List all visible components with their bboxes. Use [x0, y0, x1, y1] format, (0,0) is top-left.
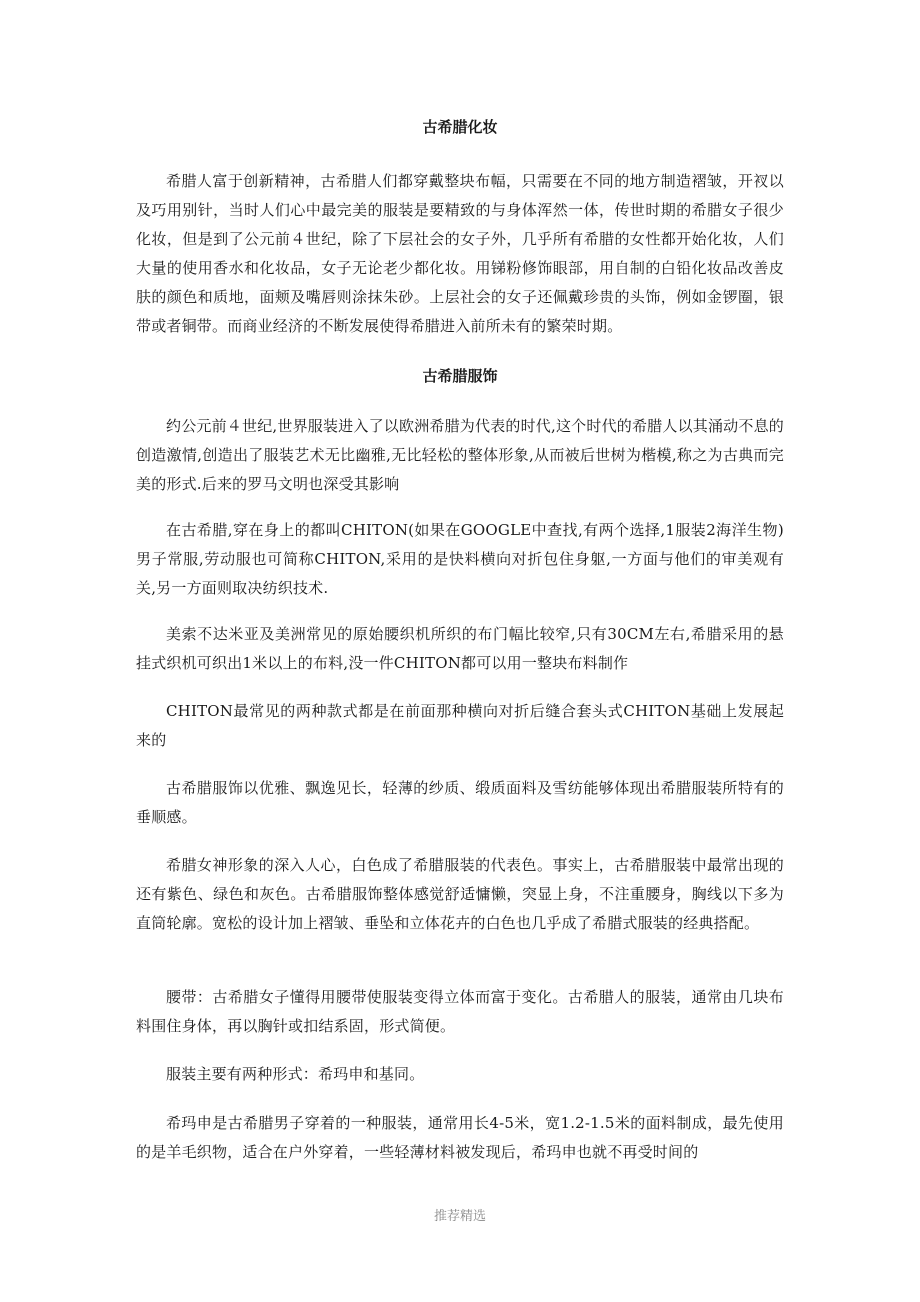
- clothing-paragraph-chiton: 在古希腊,穿在身上的都叫CHITON(如果在GOOGLE中查找,有两个选择,1服装2海洋生物)男子常服,劳动服也可简称CHITON,采用的是快料横向对折包住身躯,一方面与他们的审美观有关,另一方面则取决纺织技术.: [136, 521, 784, 597]
- clothing-paragraph-era: 约公元前４世纪,世界服装进入了以欧洲希腊为代表的时代,这个时代的希腊人以其涌动不息的创造激情,创造出了服装艺术无比幽雅,无比轻松的整体形象,从而被后世树为楷模,称之为古典而完美的形式.后来的罗马文明也深受其影响: [136, 417, 784, 493]
- section-title-makeup: 古希腊化妆: [422, 118, 498, 136]
- clothing-paragraph-elegance: 古希腊服饰以优雅、飘逸见长，轻薄的纱质、缎质面料及雪纺能够体现出希腊服装所特有的垂顺感。: [136, 779, 784, 826]
- page-footer: 推荐精选: [433, 1209, 486, 1224]
- makeup-paragraph: 希腊人富于创新精神，古希腊人们都穿戴整块布幅，只需要在不同的地方制造褶皱，开衩以及巧用别针，当时人们心中最完美的服装是要精致的与身体浑然一体，传世时期的希腊女子很少化妆，但是到了公元前４世纪，除了下层社会的女子外，几乎所有希腊的女性都开始化妆，人们大量的使用香水和化妆品，女子无论老少都化妆。用锑粉修饰眼部，用自制的白铅化妆品改善皮肤的颜色和质地，面颊及嘴唇则涂抹朱砂。上层社会的女子还佩戴珍贵的头饰，例如金锣圈，银带或者铜带。而商业经济的不断发展使得希腊进入前所未有的繁荣时期。: [136, 172, 784, 335]
- clothing-paragraph-himation: 希玛申是古希腊男子穿着的一种服装，通常用长4-5米，宽1.2-1.5米的面料制成，最先使用的是羊毛织物，适合在户外穿着，一些轻薄材料被发现后，希玛申也就不再受时间的: [136, 1114, 784, 1161]
- clothing-paragraph-belt: 腰带：古希腊女子懂得用腰带使服装变得立体而富于变化。古希腊人的服装，通常由几块布料围住身体，再以胸针或扣结系固，形式简便。: [136, 988, 784, 1035]
- clothing-paragraph-colors: 希腊女神形象的深入人心，白色成了希腊服装的代表色。事实上，古希腊服装中最常出现的还有紫色、绿色和灰色。古希腊服饰整体感觉舒适慵懒，突显上身，不注重腰身，胸线以下多为直筒轮廓。宽松的设计加上褶皱、垂坠和立体花卉的白色也几乎成了希腊式服装的经典搭配。: [136, 856, 784, 932]
- clothing-paragraph-forms: 服装主要有两种形式：希玛申和基同。: [166, 1065, 425, 1083]
- clothing-paragraph-styles: CHITON最常见的两种款式都是在前面那种横向对折后缝合套头式CHITON基础上发展起来的: [136, 702, 784, 749]
- section-title-clothing: 古希腊服饰: [422, 367, 498, 385]
- clothing-paragraph-loom: 美索不达米亚及美洲常见的原始腰织机所织的布门幅比较窄,只有30CM左右,希腊采用的悬挂式织机可织出1米以上的布料,没一件CHITON都可以用一整块布料制作: [136, 625, 784, 672]
